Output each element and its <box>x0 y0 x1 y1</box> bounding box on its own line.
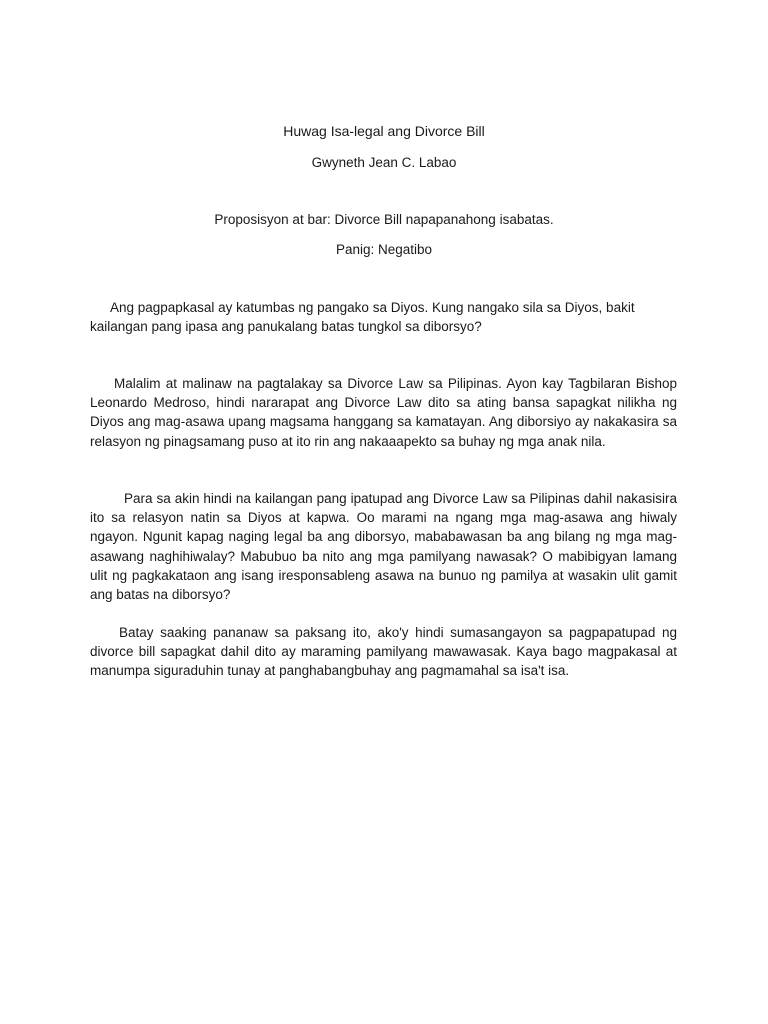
paragraph-1: Ang pagpapkasal ay katumbas ng pangako sa Diyos. Kung nangako sila sa Diyos, bakit kailangan pang ipasa ang panukalang batas tungkol sa diborsyo? <box>90 300 635 335</box>
paragraph-3: Para sa akin hindi na kailangan pang ipatupad ang Divorce Law sa Pilipinas dahil nakasisira ito sa relasyon natin sa Diyos at kapwa. Oo marami na ngang mga mag-asawa ang hiwaly ngayon. Ngunit kapag naging legal ba ang diborsyo, mababawasan ba ang bilang ng mga mag-asawang naghihiwalay? Mabubuo ba nito ang mga pamilyang nawasak? O mabibigyan lamang ulit ng pagkakataon ang isang iresponsableng asawa na bunuo ng pamilya at wasakin ulit gamit ang batas na diborsyo? <box>90 491 677 603</box>
author-name: Gwyneth Jean C. Labao <box>311 155 457 170</box>
paragraph-2: Malalim at malinaw na pagtalakay sa Divorce Law sa Pilipinas. Ayon kay Tagbilaran Bishop Leonardo Medroso, hindi nararapat ang Divorce Law dito sa ating bansa sapagkat nilikha ng Diyos ang mag-asawa upang magsama hanggang sa kamatayan. Ang diborsiyo ay nakakasira sa relasyon ng pinagsamang puso at ito rin ang nakaaapekto sa buhay ng mga anak nila. <box>90 376 677 449</box>
paragraph-4: Batay saaking pananaw sa paksang ito, ako'y hindi sumasangayon sa pagpapatupad ng divorce bill sapagkat dahil dito ay maraming pamilyang mawawasak. Kaya bago magpakasal at manumpa siguraduhin tunay at panghabangbuhay ang pagmamahal sa isa't isa. <box>90 625 677 679</box>
proposition-line: Proposisyon at bar: Divorce Bill napapanahong isabatas. <box>214 212 554 227</box>
document-title: Huwag Isa-legal ang Divorce Bill <box>283 123 485 139</box>
side-line: Panig: Negatibo <box>335 242 433 257</box>
